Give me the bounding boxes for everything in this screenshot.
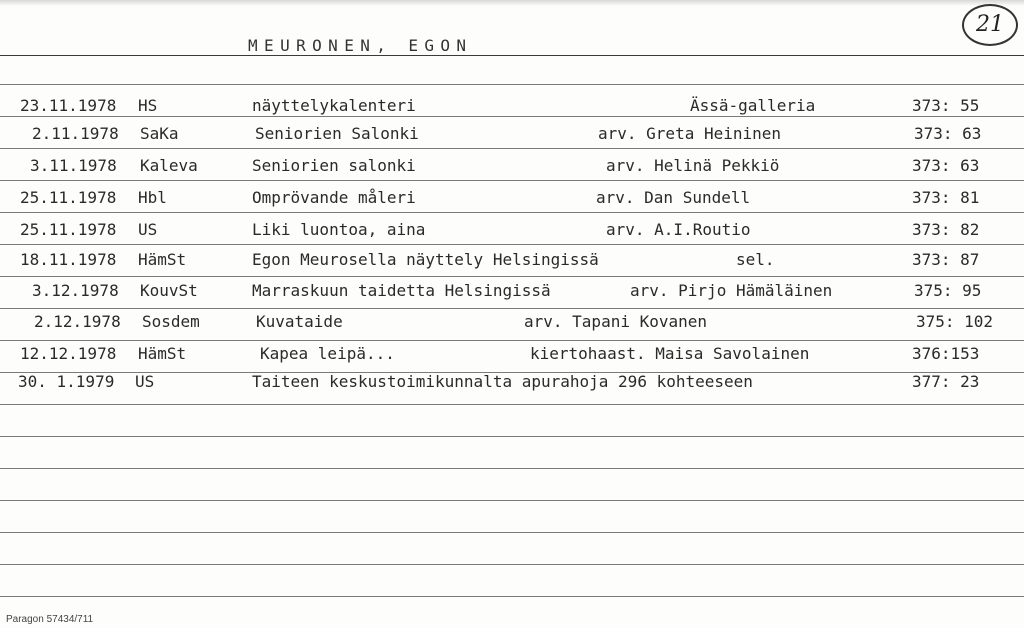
ruled-line [0, 500, 1024, 501]
entry-row [0, 281, 1024, 303]
entry-row [0, 312, 1024, 334]
entry-row [0, 156, 1024, 178]
entry-ref: 373: 55 [912, 96, 980, 115]
ruled-line [0, 84, 1024, 85]
name-underline [0, 55, 1024, 56]
ruled-line [0, 308, 1024, 309]
entry-ref: 373: 87 [912, 250, 980, 269]
entry-title: Egon Meurosella näyttely Helsingissä [252, 250, 599, 269]
entry-info: arv. A.I.Routio [606, 220, 751, 239]
entry-title: Liki luontoa, aina [252, 220, 426, 239]
entry-info: kiertohaast. Maisa Savolainen [530, 344, 810, 363]
entry-info: sel. [736, 250, 775, 269]
entry-row [0, 344, 1024, 366]
ruled-line [0, 340, 1024, 341]
entry-info: arv. Dan Sundell [596, 188, 751, 207]
entry-info: arv. Greta Heininen [598, 124, 782, 143]
entry-paper: Kaleva [140, 156, 198, 175]
ruled-line [0, 276, 1024, 277]
ruled-line [0, 532, 1024, 533]
entry-ref: 373: 81 [912, 188, 980, 207]
entry-date: 30. 1.1979 [18, 372, 115, 391]
entry-ref: 375: 95 [914, 281, 982, 300]
entry-paper: US [138, 220, 158, 239]
entry-paper: SaKa [140, 124, 179, 143]
entry-paper: HämSt [138, 344, 187, 363]
entry-title: Omprövande måleri [252, 188, 416, 207]
card-name-heading: MEURONEN, EGON [248, 36, 473, 55]
entry-paper: Sosdem [142, 312, 200, 331]
ruled-line [0, 404, 1024, 405]
entry-date: 18.11.1978 [20, 250, 117, 269]
entry-paper: Hbl [138, 188, 167, 207]
entry-date: 25.11.1978 [20, 188, 117, 207]
entry-row [0, 124, 1024, 146]
entry-ref: 373: 82 [912, 220, 980, 239]
entry-title: Seniorien Salonki [255, 124, 419, 143]
ruled-line [0, 596, 1024, 597]
entry-ref: 375: 102 [916, 312, 994, 331]
card-top-edge [0, 0, 1024, 6]
entry-row [0, 220, 1024, 242]
ruled-line [0, 436, 1024, 437]
entry-row [0, 372, 1024, 394]
entry-info: arv. Tapani Kovanen [524, 312, 708, 331]
ruled-line [0, 468, 1024, 469]
entry-date: 3.12.1978 [32, 281, 119, 300]
entry-title: Kuvataide [256, 312, 343, 331]
entry-paper: US [135, 372, 155, 391]
entry-paper: HS [138, 96, 158, 115]
ruled-line [0, 212, 1024, 213]
entry-info: arv. Pirjo Hämäläinen [630, 281, 833, 300]
entry-row [0, 96, 1024, 118]
entry-paper: HämSt [138, 250, 187, 269]
entry-date: 23.11.1978 [20, 96, 117, 115]
entry-info: Ässä-galleria [690, 96, 816, 115]
entry-ref: 376:153 [912, 344, 980, 363]
entry-title: näyttelykalenteri [252, 96, 416, 115]
entry-title: Seniorien salonki [252, 156, 416, 175]
ruled-line [0, 148, 1024, 149]
entry-date: 3.11.1978 [30, 156, 117, 175]
card-print-code: Paragon 57434/711 [6, 614, 94, 625]
entry-ref: 377: 23 [912, 372, 980, 391]
entry-title: Kapea leipä... [260, 344, 395, 363]
card-number-circled: 21 [962, 4, 1018, 46]
entry-date: 2.12.1978 [34, 312, 121, 331]
ruled-line [0, 244, 1024, 245]
ruled-line [0, 180, 1024, 181]
entry-date: 25.11.1978 [20, 220, 117, 239]
entry-title: Marraskuun taidetta Helsingissä [252, 281, 551, 300]
entry-date: 2.11.1978 [32, 124, 119, 143]
entry-paper: KouvSt [140, 281, 198, 300]
entry-title: Taiteen keskustoimikunnalta apurahoja 296 kohteeseen [252, 372, 753, 391]
entry-row [0, 250, 1024, 272]
ruled-line [0, 564, 1024, 565]
entry-date: 12.12.1978 [20, 344, 117, 363]
entry-ref: 373: 63 [914, 124, 982, 143]
entry-info: arv. Helinä Pekkiö [606, 156, 780, 175]
entry-row [0, 188, 1024, 210]
entry-ref: 373: 63 [912, 156, 980, 175]
